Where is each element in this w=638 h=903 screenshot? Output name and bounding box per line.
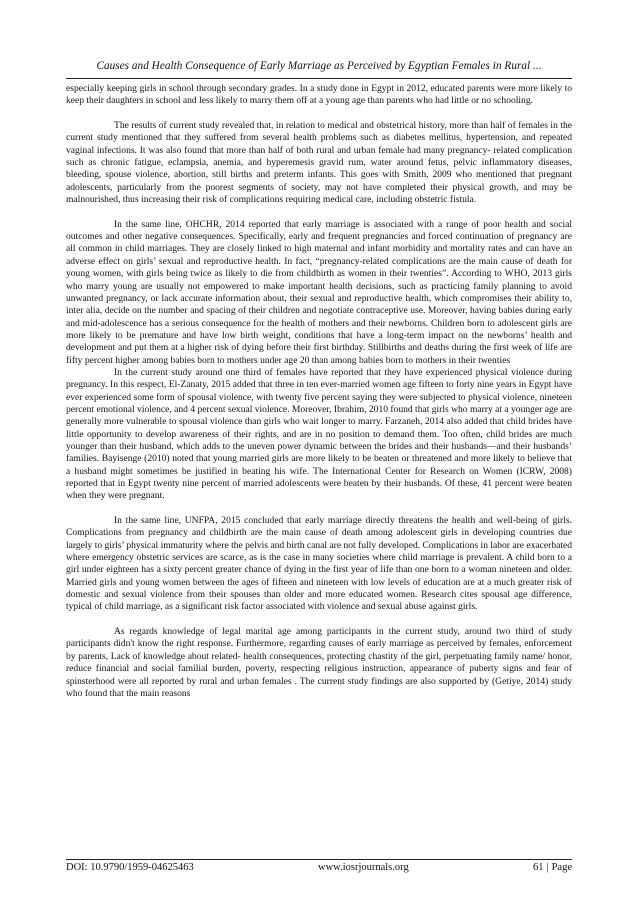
article-body xyxy=(66,83,572,700)
paragraph-6: As regards knowledge of legal marital age among participants in the current study, around two third of study participants didn't know the right response. Furthermore, regarding causes of early marriage as perceived by females, enforcement by parents, Lack of knowledge about related- health consequences, protecting chastity of the girl, perpetuating family name/ honor, reduce financial and social familial burden, poverty, respecting religious instruction, appearance of puberty signs and fear of spinsterhood were all reported by rural and urban females . The current study findings are also supported by (Getiye, 2014) study who found that the main reasons xyxy=(66,626,572,699)
page-footer xyxy=(66,862,572,873)
doi-text: DOI: 10.9790/1959-04625463 xyxy=(66,862,194,873)
page-number-block xyxy=(533,862,572,873)
paragraph-5: In the same line, UNFPA, 2015 concluded that early marriage directly threatens the health and well-being of girls. Complications from pregnancy and childbirth are the main cause of death among adolescent girls in developing countries due largely to girls’ physical immaturity where the pelvis and birth canal are not fully developed. Complications in labor are exacerbated where emergency obstetric services are scarce, as is the case in many societies where child marriage is prevalent. A child born to a girl under eighteen has a sixty percent greater chance of dying in the first year of life than one born to a woman nineteen and older. Married girls and young women between the ages of fifteen and nineteen with low levels of education are at a much greater risk of domestic and sexual violence from their spouses than older and more educated women. Research cites spousal age difference, typical of child marriage, as a significant risk factor associated with violence and sexual abuse against girls. xyxy=(66,515,572,613)
paragraph-1: especially keeping girls in school through secondary grades. In a study done in Egypt in 2012, educated parents were more likely to keep their daughters in school and less likely to marry them off at a young age than parents who had little or no schooling. xyxy=(66,83,572,107)
running-header: Causes and Health Consequence of Early Marriage as Perceived by Egyptian Females in Rural ... xyxy=(96,60,542,72)
paragraph-3: In the same line, OHCHR, 2014 reported that early marriage is associated with a range of poor health and social outcomes and other negative consequences. Specifically, early and frequent pregnancies and forced continuation of pregnancy are all common in child marriages. They are closely linked to high maternal and infant morbidity and mortality rates and can have an adverse effect on girls’ sexual and reproductive health. In fact, “pregnancy-related complications are the main cause of death for young women, with girls being twice as likely to die from childbirth as women in their twenties”. According to WHO, 2013 girls who marry young are usually not empowered to make important health decisions, such as practicing family planning to avoid unwanted pregnancy, or lack accurate information about, their sexual and reproductive health, which compromises their ability to, inter alia, decide on the number and spacing of their children and negotiate contraceptive use. Moreover, having babies during early and mid-adolescence has a serious consequence for the health of mothers and their newborns. Children born to adolescent girls are more likely to be premature and have low birth weight, conditions that have a long-term impact on the newborns’ health and development and put them at a higher risk of dying before their first birthday. Stillbirths and deaths during the first week of life are fifty percent higher among babies born to mothers under age 20 than among babies born to mothers in their twenties xyxy=(66,218,572,366)
footer-rule xyxy=(66,859,572,860)
journal-website: www.iosrjournals.org xyxy=(318,862,409,873)
page-separator: | xyxy=(546,862,549,873)
paragraph-4: In the current study around one third of females have reported that they have experienced physical violence during pregnancy. In this respect, El-Zanaty, 2015 added that three in ten ever-married women age fifteen to forty nine years in Egypt have ever experienced some form of spousal violence, with twenty five percent saying they were subjected to physical violence, nineteen percent emotional violence, and 4 percent sexual violence. Moreover, Ibrahim, 2010 found that girls who marry at a younger age are generally more vulnerable to spousal violence than girls who wait longer to marry. Farzaneh, 2014 also added that child brides have little opportunity to develop awareness of their rights, and are in no position to demand them. Too often, child brides are much younger than their husband, which adds to the uneven power dynamic between the brides and their husbands—and their husbands’ families. Bayisenge (2010) noted that young married girls are more likely to be beaten or threatened and more likely to believe that a husband might sometimes be justified in beating his wife. The International Center for Research on Women (ICRW, 2008) reported that in Egypt twenty nine percent of married adolescents were beaten by their husbands. Of these, 41 percent were beaten when they were pregnant. xyxy=(66,366,572,502)
paragraph-2: The results of current study revealed that, in relation to medical and obstetrical history, more than half of females in the current study mentioned that they suffered from several health problems such as diabetes mellitus, hypertension, and repeated vaginal infections. It was also found that more than half of both rural and urban female had many pregnancy- related complication such as chronic fatigue, eclampsia, anemia, and hyperemesis gravid rum, water around fetus, pelvic inflammatory diseases, bleeding, spouse violence, abortion, still births and preterm infants. This goes with Smith, 2009 who mentioned that pregnant adolescents, particularly from the poorest segments of society, may not have completed their physical growth, and may be malnourished, thus increasing their risk of complications requiring medical care, including obstetric fistula. xyxy=(66,120,572,206)
page-number: 61 xyxy=(532,862,544,873)
header-rule xyxy=(66,78,572,79)
page-label: Page xyxy=(551,862,572,873)
